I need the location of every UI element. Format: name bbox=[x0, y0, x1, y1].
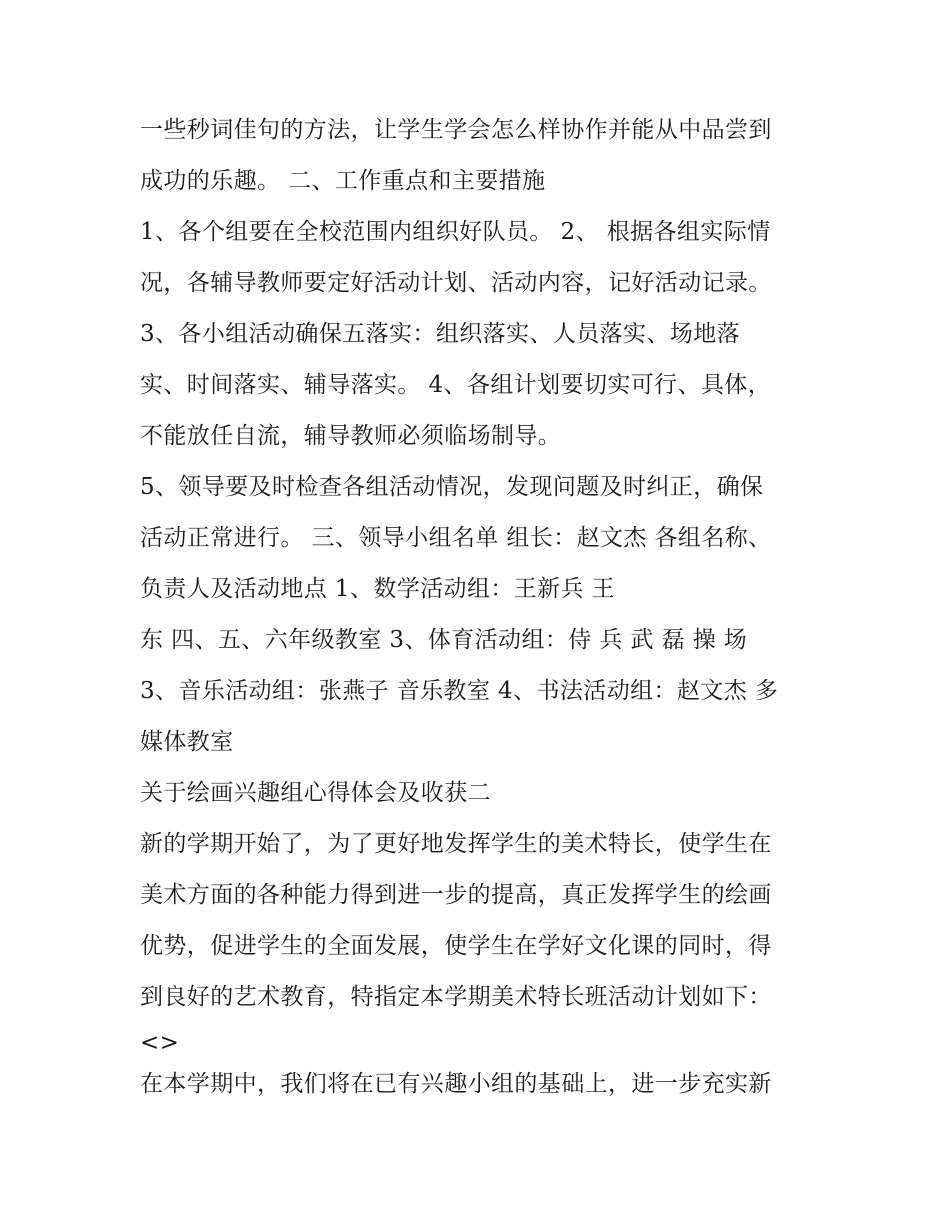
section-title: 关于绘画兴趣组心得体会及收获二 bbox=[140, 780, 491, 806]
text-line: 况，各辅导教师要定好活动计划、活动内容，记好活动记录。 bbox=[140, 270, 772, 296]
text-line: 成功的乐趣。 二、工作重点和主要措施 bbox=[140, 168, 546, 194]
text-line: 新的学期开始了，为了更好地发挥学生的美术特长，使学生在 bbox=[140, 831, 772, 857]
text-line: 不能放任自流，辅导教师必须临场制导。 bbox=[140, 423, 562, 449]
document-body bbox=[140, 108, 820, 1114]
text-line: 实、时间落实、辅导落实。 4、各组计划要切实可行、具体， bbox=[140, 372, 772, 398]
text-line: 优势，促进学生的全面发展，使学生在学好文化课的同时，得 bbox=[140, 933, 772, 959]
text-line: 3、音乐活动组：张燕子 音乐教室 4、书法活动组：赵文杰 多 bbox=[140, 678, 779, 704]
text-line: 活动正常进行。 三、领导小组名单 组长：赵文杰 各组名称、 bbox=[140, 525, 772, 551]
text-line: 媒体教室 bbox=[140, 729, 234, 755]
text-line: 1、各个组要在全校范围内组织好队员。 2、 根据各组实际情 bbox=[140, 219, 771, 245]
text-line: 3、各小组活动确保五落实：组织落实、人员落实、场地落 bbox=[140, 321, 741, 347]
text-line: 负责人及活动地点 1、数学活动组：王新兵 王 bbox=[140, 576, 616, 602]
text-line: <> bbox=[140, 1030, 180, 1056]
text-line: 到良好的艺术教育，特指定本学期美术特长班活动计划如下： bbox=[140, 984, 772, 1010]
text-line: 美术方面的各种能力得到进一步的提高，真正发挥学生的绘画 bbox=[140, 882, 772, 908]
text-line: 东 四、五、六年级教室 3、体育活动组：侍 兵 武 磊 操 场 bbox=[140, 627, 748, 653]
text-line: 一些秒词佳句的方法，让学生学会怎么样协作并能从中品尝到 bbox=[140, 117, 772, 143]
text-line: 在本学期中，我们将在已有兴趣小组的基础上，进一步充实新 bbox=[140, 1071, 772, 1097]
text-line: 5、领导要及时检查各组活动情况，发现问题及时纠正，确保 bbox=[140, 474, 764, 500]
